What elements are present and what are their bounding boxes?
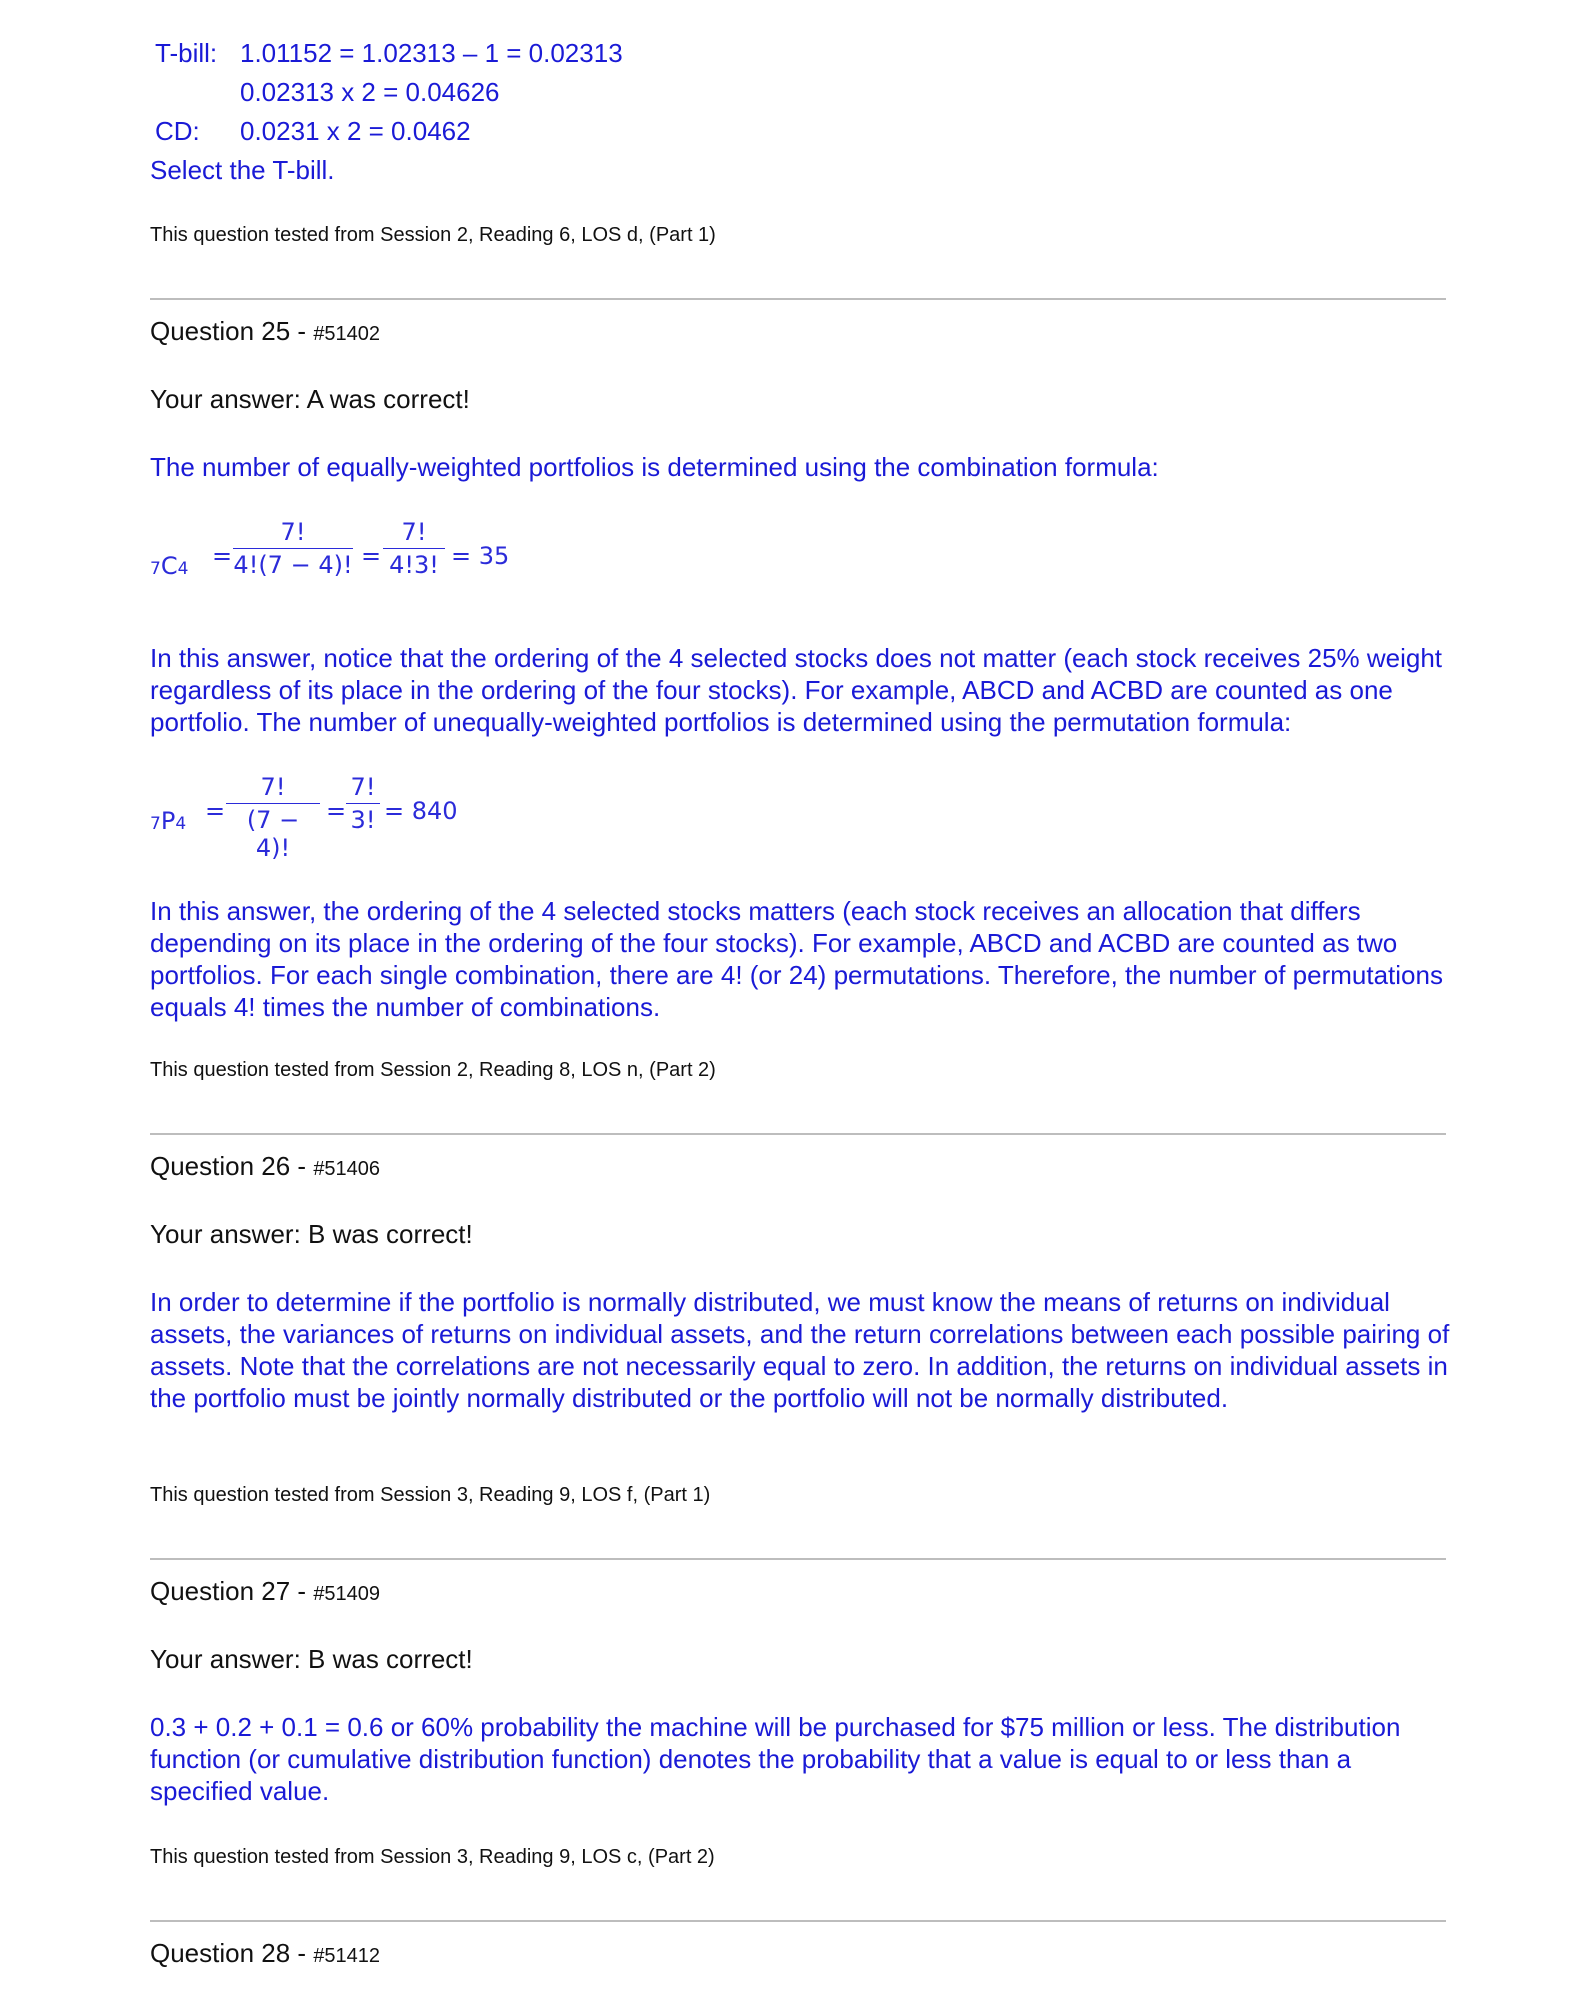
tested-note: This question tested from Session 2, Reading 8, LOS n, (Part 2) — [150, 1059, 716, 1081]
tbill-label: T-bill: — [155, 38, 218, 68]
fraction-numerator: 7! — [260, 773, 286, 801]
formula-n: 7 — [150, 814, 161, 834]
answer-result: Your answer: A was correct! — [150, 384, 470, 414]
fraction-numerator: 7! — [350, 773, 376, 801]
formula-n: 7 — [150, 559, 161, 579]
divider — [150, 1558, 1446, 1560]
question-title: Question 25 - — [150, 316, 314, 346]
cd-label: CD: — [155, 116, 200, 146]
fraction-1 — [226, 773, 320, 862]
equals-sign: = — [326, 797, 347, 825]
divider — [150, 298, 1446, 300]
explanation-paragraph: 0.3 + 0.2 + 0.1 = 0.6 or 60% probability the machine will be purchased for $75 million or less. The distribution function (or cumulative distribution function) denotes the probability that a value is equal to or less than a specified value. — [150, 1712, 1401, 1806]
question-heading — [150, 1151, 380, 1182]
question-title: Question 27 - — [150, 1576, 314, 1606]
fraction-denominator: (7 − 4)! — [246, 806, 300, 862]
explanation-paragraph: In this answer, the ordering of the 4 selected stocks matters (each stock receives an allocation that differs depending on its place in the ordering of the four stocks). For example, ABCD and ACBD are counted as two portfolios. For each single combination, there are 4! (or 24) permutations. Therefore, the number of permutations equals 4! times the number of combinations. — [150, 896, 1443, 1022]
equals-sign: = — [205, 797, 226, 825]
tbill-line-1: 1.01152 = 1.02313 – 1 = 0.02313 — [240, 38, 623, 68]
select-text: Select the T-bill. — [150, 155, 335, 185]
tested-note: This question tested from Session 3, Reading 9, LOS f, (Part 1) — [150, 1484, 711, 1506]
fraction-bar — [383, 548, 445, 549]
question-id: #51409 — [313, 1583, 381, 1605]
fraction-bar — [346, 803, 380, 804]
fraction-denominator: 4!(7 − 4)! — [233, 551, 353, 579]
divider — [150, 1133, 1446, 1135]
equals-sign: = — [212, 542, 233, 570]
explanation-paragraph: In order to determine if the portfolio is normally distributed, we must know the means of returns on individual assets, the variances of returns on individual assets, and the return correlations between each possible pairing of assets. Note that the correlations are not necessarily equal to zero. In addition, the returns on individual assets in the portfolio must be jointly normally distributed or the portfolio will not be normally distributed. — [150, 1287, 1450, 1413]
answer-result: Your answer: B was correct! — [150, 1219, 473, 1249]
question-heading — [150, 1576, 380, 1607]
question-id: #51406 — [313, 1158, 381, 1180]
permutation-formula — [150, 773, 470, 862]
fraction-2 — [346, 773, 380, 834]
fraction-1 — [233, 518, 353, 579]
equals-sign: = — [361, 542, 382, 570]
combination-formula — [150, 518, 510, 598]
question-id: #51402 — [313, 323, 381, 345]
question-id: #51412 — [313, 1945, 381, 1967]
formula-r: 4 — [175, 814, 187, 834]
fraction-bar — [233, 548, 353, 549]
formula-r: 4 — [177, 559, 189, 579]
question-title: Question 26 - — [150, 1151, 314, 1181]
tbill-line-2: 0.02313 x 2 = 0.04626 — [240, 77, 500, 107]
formula-letter: C — [160, 552, 178, 580]
fraction-denominator: 3! — [350, 806, 376, 834]
fraction-numerator: 7! — [280, 518, 306, 546]
fraction-bar — [226, 803, 320, 804]
cd-line: 0.0231 x 2 = 0.0462 — [240, 116, 471, 146]
question-heading — [150, 316, 380, 347]
explanation-paragraph: In this answer, notice that the ordering of the 4 selected stocks does not matter (each stock receives 25% weight regardless of its place in the ordering of the four stocks). For example, ABCD and ACBD are counted as one portfolio. The number of unequally-weighted portfolios is determined using the permutation formula: — [150, 643, 1443, 737]
tested-note: This question tested from Session 2, Reading 6, LOS d, (Part 1) — [150, 224, 716, 246]
tested-note: This question tested from Session 3, Reading 9, LOS c, (Part 2) — [150, 1846, 715, 1868]
fraction-denominator: 4!3! — [389, 551, 439, 579]
fraction-numerator: 7! — [401, 518, 427, 546]
explanation-intro: The number of equally-weighted portfolios is determined using the combination formula: — [150, 452, 1159, 482]
divider — [150, 1920, 1446, 1922]
fraction-2 — [383, 518, 445, 579]
answer-result: Your answer: B was correct! — [150, 1644, 473, 1674]
formula-result: = 35 — [451, 542, 510, 570]
formula-letter: P — [160, 807, 176, 835]
question-heading — [150, 1938, 380, 1969]
question-title: Question 28 - — [150, 1938, 314, 1968]
formula-result: = 840 — [384, 797, 458, 825]
